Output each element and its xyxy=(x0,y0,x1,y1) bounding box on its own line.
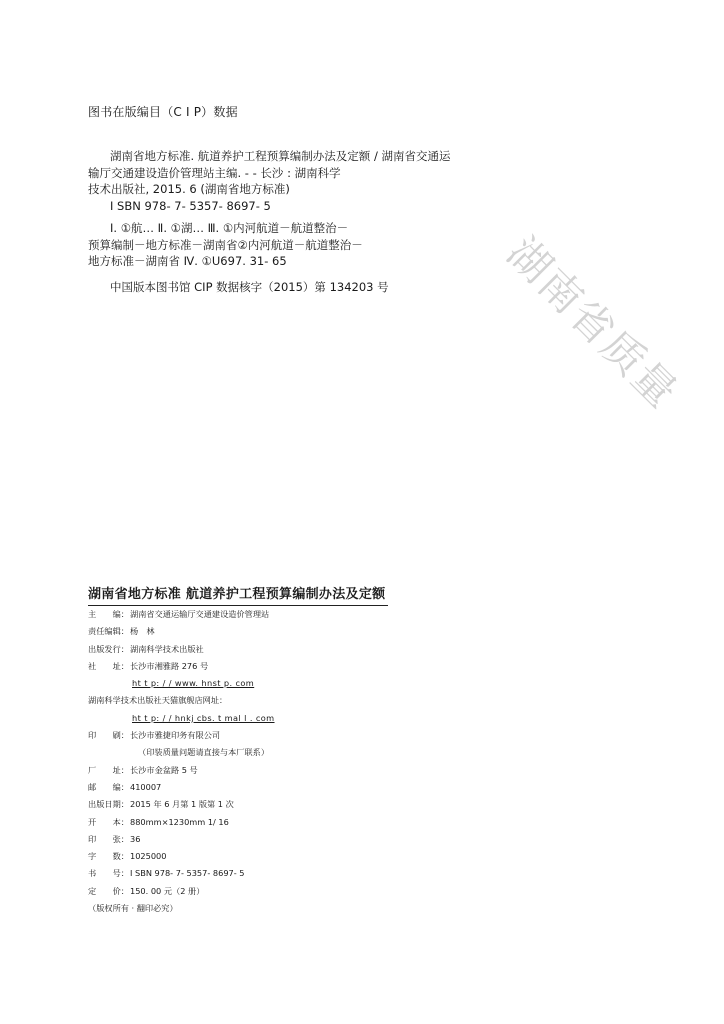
info-row-website xyxy=(88,675,275,692)
info-row-print-note xyxy=(88,744,275,761)
info-value: 410007 xyxy=(130,781,162,792)
info-label: 社 址： xyxy=(88,660,129,671)
cip-subjects xyxy=(88,220,498,270)
info-value: 湖南科学技术出版社天猫旗舰店网址： xyxy=(88,695,228,706)
info-label: 出版日期： xyxy=(88,799,129,810)
info-row-editor xyxy=(88,606,275,623)
info-row-tmall-label xyxy=(88,692,275,709)
info-value: 2015 年 6 月第 1 版第 1 次 xyxy=(130,799,234,810)
info-label: 邮 编： xyxy=(88,781,129,792)
cip-number xyxy=(88,279,498,296)
info-label: 责任编辑： xyxy=(88,626,129,637)
cip-isbn: I SBN 978- 7- 5357- 8697- 5 xyxy=(110,198,271,213)
publication-info-list xyxy=(88,606,275,917)
info-label: 主 编： xyxy=(88,609,129,619)
info-value: 长沙市金盆路 5 号 xyxy=(130,764,198,775)
info-value: 杨 林 xyxy=(130,626,155,637)
info-value: 150. 00 元（2 册） xyxy=(130,885,205,896)
info-value: I SBN 978- 7- 5357- 8697- 5 xyxy=(130,868,245,879)
info-label: 印 张： xyxy=(88,833,129,844)
cip-entry xyxy=(88,148,498,214)
info-row-printer xyxy=(88,727,275,744)
info-label: 厂 址： xyxy=(88,764,129,775)
info-row-publisher xyxy=(88,641,275,658)
info-row-price xyxy=(88,883,275,900)
info-row-publish-date xyxy=(88,796,275,813)
publisher-website-link[interactable]: ht t p: / / www. hnst p. com xyxy=(132,678,255,689)
cip-entry-line: 湖南省地方标准. 航道养护工程预算编制办法及定额 / 湖南省交通运 xyxy=(110,149,451,163)
cip-subject-line: 预算编制－地方标准－湖南省②内河航道－航道整治－ xyxy=(88,237,363,252)
cip-heading: 图书在版编目（C I P）数据 xyxy=(88,105,238,119)
tmall-store-link[interactable]: ht t p: / / hnkj cbs. t mal l . com xyxy=(132,712,275,723)
info-value: 880mm×1230mm 1/ 16 xyxy=(130,816,229,827)
cip-number-text: 中国版本图书馆 CIP 数据核字（2015）第 134203 号 xyxy=(110,280,389,294)
info-row-address xyxy=(88,658,275,675)
info-label: 印 刷： xyxy=(88,730,129,741)
cip-subject-line: 地方标准－湖南省 Ⅳ. ①U697. 31- 65 xyxy=(88,254,287,268)
info-value: 36 xyxy=(130,833,141,844)
info-label: 书 号： xyxy=(88,868,129,879)
cip-entry-line: 输厅交通建设造价管理站主编. - - 长沙 : 湖南科学 xyxy=(88,165,341,180)
info-row-postcode xyxy=(88,779,275,796)
info-value: 长沙市雅捷印务有限公司 xyxy=(130,730,221,741)
copyright-notice: （版权所有 · 翻印必究） xyxy=(88,903,178,914)
info-value: 湖南省交通运输厅交通建设造价管理站 xyxy=(130,609,270,619)
cip-entry-line: 技术出版社, 2015. 6 (湖南省地方标准) xyxy=(88,182,290,196)
info-row-tmall-url xyxy=(88,710,275,727)
info-row-format xyxy=(88,814,275,831)
info-label: 定 价： xyxy=(88,885,129,896)
info-label: 字 数： xyxy=(88,851,129,862)
info-value: （印装质量问题请直接与本厂联系） xyxy=(138,747,270,758)
info-row-copyright xyxy=(88,900,275,917)
info-value: 长沙市湘雅路 276 号 xyxy=(130,660,209,671)
book-title-block xyxy=(88,586,388,606)
info-label: 出版发行： xyxy=(88,643,129,654)
info-value: 湖南科学技术出版社 xyxy=(130,643,204,654)
book-title: 湖南省地方标准 航道养护工程预算编制办法及定额 xyxy=(88,586,388,606)
watermark: 湖南省质量 xyxy=(497,227,688,418)
info-row-responsible-editor xyxy=(88,623,275,640)
info-label: 开 本： xyxy=(88,816,129,827)
info-value: 1025000 xyxy=(130,851,167,862)
info-row-factory-address xyxy=(88,762,275,779)
cip-subject-line: Ⅰ. ①航… Ⅱ. ①湖… Ⅲ. ①内河航道－航道整治－ xyxy=(110,221,349,235)
info-row-word-count xyxy=(88,848,275,865)
info-row-isbn xyxy=(88,865,275,882)
info-row-sheets xyxy=(88,831,275,848)
